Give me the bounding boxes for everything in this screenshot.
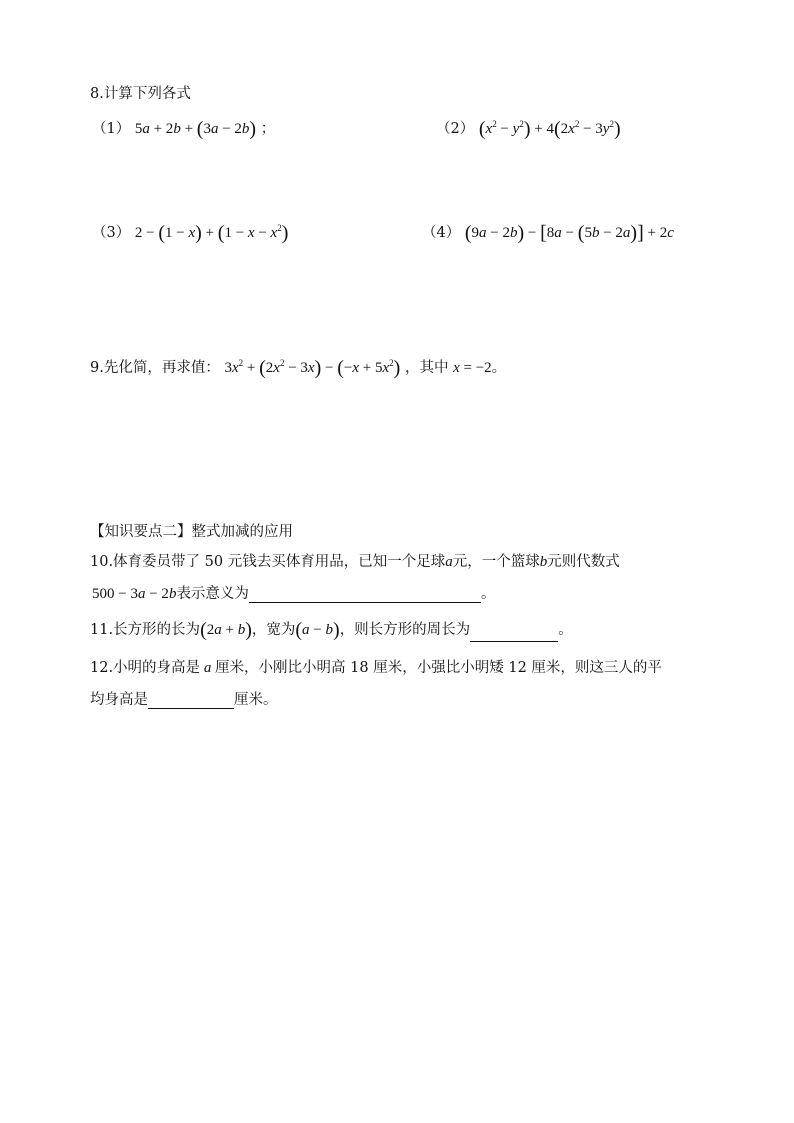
q10-text-b: 元，一个篮球 [452,554,540,570]
section-title: 【知识要点二】整式加减的应用 [90,524,293,540]
q9 [90,356,506,380]
q8-part4-label: （4） [422,225,461,241]
q12-text-a: 12.小明的身高是 [90,660,201,676]
q10-expression: 500 − 3a − 2b [92,586,177,602]
q10-line1 [90,550,620,571]
q8-part2 [436,117,621,141]
q8-part2-expression: $(x^2 - y^2) + 4(2x^2 - 3y^2)$ [478,118,621,140]
q12-answer-blank[interactable] [148,694,234,709]
q10-text-c: 元则代数式 [547,554,620,570]
q9-prefix: 9.先化简，再求值： [90,360,220,376]
q10-var-b: b [539,554,548,570]
q8-title: 8.计算下列各式 [90,86,191,102]
q8-part1 [92,117,275,141]
q11-end: 。 [558,622,573,638]
q12-text-b: 厘米，小刚比小明高 18 厘米，小强比小明矮 12 厘米，则这三人的平 [215,660,662,676]
q11-text-c: ，则长方形的周长为 [339,622,471,638]
q10-var-a: a [445,554,453,570]
q9-expression: $3x^2 + (2x^2 - 3x) - (-x + 5x^2)$ [224,357,401,379]
q11 [90,618,573,642]
q9-condition: x = −2 [453,360,492,376]
q12-text-c: 均身高是 [90,692,148,708]
q8-part1-label: （1） [92,121,131,137]
q8-part3-label: （3） [92,225,131,241]
q8-part4-expression: (9a − 2b) − [8a − (5b − 2a)] + 2c [464,222,674,244]
q10-end: 。 [480,586,496,602]
q12-line2 [90,688,278,709]
q8-part4 [422,221,674,245]
q11-width: (a − b) [295,619,340,641]
q11-text-a: 11.长方形的长为 [90,622,201,638]
q11-length: (2a + b) [200,619,252,641]
q8-part2-label: （2） [436,121,475,137]
q10-text-meaning: 表示意义为 [176,586,249,602]
q12-text-d: 厘米。 [234,692,278,708]
q12-line1 [90,656,662,677]
q11-text-b: ，宽为 [251,622,296,638]
q10-text-a: 10.体育委员带了 50 元钱去买体育用品，已知一个足球 [90,554,446,570]
q10-line2 [92,582,495,603]
q11-answer-blank[interactable] [470,627,558,642]
q8-part1-tail: ； [260,121,276,137]
q8-part1-expression: 5a + 2b + (3a − 2b) [134,118,257,140]
q9-suffix: 。 [491,360,507,376]
q9-middle: ，其中 [404,360,449,376]
q10-answer-blank[interactable] [249,588,481,603]
q8-part3-expression: $2 - (1 - x) + (1 - x - x^2)$ [134,222,289,244]
q12-var-a: a [203,660,212,676]
q8-part3 [92,221,288,245]
